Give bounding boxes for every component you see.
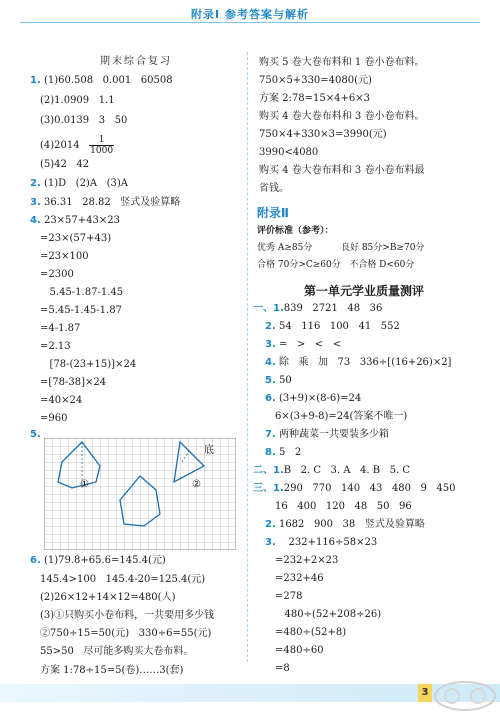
answer-line: (2)1.0909 1.1 xyxy=(40,95,115,106)
answer-line: =232+46 xyxy=(275,573,324,584)
fraction: $\frac{1}{1000}$ xyxy=(90,135,114,156)
answer-line: 7. 两种蔬菜一共要装多少箱 xyxy=(265,429,389,440)
criteria-title: 评价标准（参考）： xyxy=(257,226,334,236)
answer-line: 55>50 尽可能多购买大卷布料。 xyxy=(40,646,194,657)
unit-title: 第一单元学业质量测评 xyxy=(303,284,424,298)
criteria-line: 合格 70分>C≥60分 不合格 D<60分 xyxy=(257,260,415,270)
header-rule xyxy=(20,22,480,23)
answer-line: 750×4+330×3=3990(元) xyxy=(259,129,387,140)
answer-line: ②750÷15=50(元) 330÷6=55(元) xyxy=(40,628,212,639)
answer-line: 8. 5 2 xyxy=(265,447,302,458)
answer-line: =40×24 xyxy=(40,395,83,406)
answer-line: 3. = > < < xyxy=(265,339,342,350)
answer-line: 6. (3+9)×(8-6)=24 xyxy=(265,393,362,404)
answer-line: 二、1.B 2. C 3. A 4. B 5. C xyxy=(253,465,411,476)
section-title: 期末综合复习 xyxy=(100,56,172,67)
grid-figure xyxy=(44,438,236,550)
answer-line: 方案 2:78=15×4+6×3 xyxy=(259,93,370,104)
answer-line: 16 400 120 48 50 96 xyxy=(275,501,412,512)
answer-line: =2.13 xyxy=(40,341,71,352)
answer-line: 购买 4 卷大卷布料和 3 卷小卷布料最 xyxy=(259,165,425,176)
watermark-logo-icon xyxy=(430,676,500,716)
answer-line: 145.4>100 145.4-20=125.4(元) xyxy=(40,574,206,585)
answer-line: 一、1.839 2721 48 36 xyxy=(253,303,383,314)
grid-label-one: ① xyxy=(80,479,89,490)
criteria-line: 优秀 A≥85分 良好 85分>B≥70分 xyxy=(257,243,425,253)
answer-line: 2. 1682 900 38 竖式及验算略 xyxy=(265,519,425,530)
answer-line: 2. (1)D (2)A (3)A xyxy=(30,178,128,189)
answer-line: 480÷(52+208÷26) xyxy=(275,609,382,620)
grid-label-di: 底 xyxy=(204,445,214,456)
answer-line: 4. 23×57+43×23 xyxy=(30,215,120,226)
answer-line: 2. 54 116 100 41 552 xyxy=(265,321,400,332)
answer-line: (2)26×12+14×12=480(人) xyxy=(40,592,176,603)
answer-line: (3)①只购买小卷布料，一共要用多少钱 xyxy=(40,610,215,621)
answer-line: 3990<4080 xyxy=(259,147,319,158)
answer-line: 购买 4 卷大卷布料和 3 卷小卷布料。 xyxy=(259,111,425,122)
answer-line: 5. 50 xyxy=(265,375,292,386)
question-number: 5. xyxy=(30,429,41,440)
answer-line: =480÷60 xyxy=(275,645,324,656)
answer-line: =278 xyxy=(275,591,303,602)
answer-line: (3)0.0139 3 50 xyxy=(40,115,128,126)
answer-line: (5)42 42 xyxy=(40,159,90,170)
answer-line: =5.45-1.45-1.87 xyxy=(40,305,122,316)
answer-line: =23×100 xyxy=(40,251,89,262)
answer-line: =480÷(52+8) xyxy=(275,627,347,638)
answer-line: 4. 除 乘 加 73 336÷[(16+26)×2] xyxy=(265,357,452,368)
column-divider xyxy=(247,52,249,662)
answer-line: [78-(23+15)]×24 xyxy=(40,359,137,370)
answer-line: 6×(3+9-8)=24(答案不唯一) xyxy=(275,411,408,422)
answer-line: =2300 xyxy=(40,269,74,280)
answer-line: =4-1.87 xyxy=(40,323,81,334)
page-header xyxy=(0,0,500,42)
grid-label-two: ② xyxy=(192,479,201,490)
answer-line: =232+2×23 xyxy=(275,555,339,566)
answer-line-fraction: (4)2014 $\frac{1}{1000}$ xyxy=(40,135,114,156)
answer-line: =8 xyxy=(275,663,290,674)
appendix-title: 附录Ⅱ xyxy=(257,206,289,220)
answer-line: =960 xyxy=(40,413,68,424)
answer-line: 购买 5 卷大卷布料和 1 卷小卷布料。 xyxy=(259,57,425,68)
answer-line: 6. (1)79.8+65.6=145.4(元) xyxy=(30,555,166,566)
header-title: 附录Ⅰ 参考答案与解析 xyxy=(191,8,309,21)
answer-line: 1. (1)60.508 0.001 60508 xyxy=(30,75,173,86)
answer-line: 省钱。 xyxy=(259,183,289,194)
answer-line: 5.45-1.87-1.45 xyxy=(40,287,124,298)
page-number: 3 xyxy=(418,684,432,702)
answer-line: 方案 1:78÷15=5(卷)……3(套) xyxy=(40,665,184,676)
answer-line: =[78-38]×24 xyxy=(40,377,107,388)
answer-line: 3. 36.31 28.82 竖式及验算略 xyxy=(30,197,181,208)
answer-line: 750×5+330=4080(元) xyxy=(259,75,372,86)
answer-line: =23×(57+43) xyxy=(40,233,112,244)
answer-line: 三、1.290 770 140 43 480 9 450 xyxy=(253,483,456,494)
answer-line: 3. 232+116÷58×23 xyxy=(265,537,378,548)
